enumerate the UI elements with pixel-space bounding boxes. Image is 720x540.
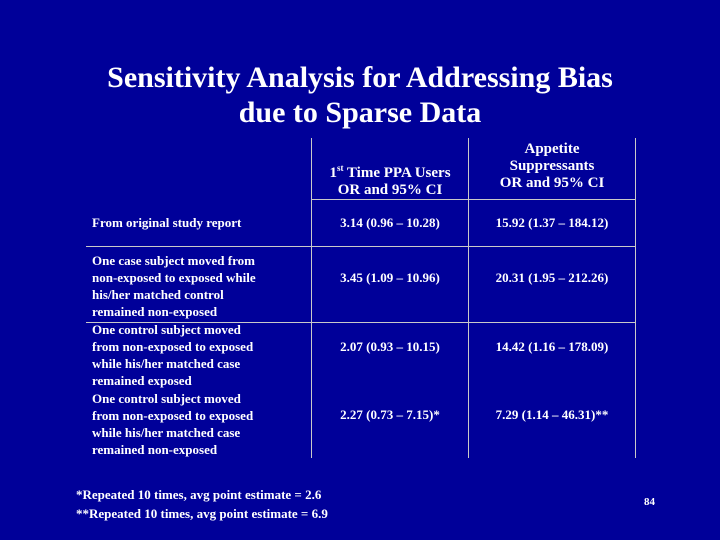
row-label-line: while his/her matched case — [92, 356, 241, 371]
table-divider-horizontal-1 — [311, 199, 636, 200]
row-label-line: his/her matched control — [92, 287, 224, 302]
footnote-double-asterisk: **Repeated 10 times, avg point estimate = 6.9 — [76, 506, 328, 521]
row-4-appetite-value: 7.29 (1.14 – 46.31)** — [495, 407, 609, 422]
row-label-line: One control subject moved — [92, 322, 241, 337]
column-header-ppa-line-1: 1st Time PPA Users — [329, 163, 451, 181]
column-header-appetite-line-3: OR and 95% CI — [499, 175, 605, 191]
row-label-line: One control subject moved — [92, 391, 241, 406]
row-label-line: remained exposed — [92, 373, 192, 388]
row-label-case-moved — [92, 252, 307, 320]
row-4-ppa-value: 2.27 (0.73 – 7.15)* — [340, 407, 440, 422]
row-3-ppa-value: 2.07 (0.93 – 10.15) — [340, 339, 440, 354]
row-2-ppa-value: 3.45 (1.09 – 10.96) — [340, 270, 440, 285]
row-label-line: One case subject moved from — [92, 253, 255, 268]
row-label-original — [92, 214, 307, 231]
row-2-appetite-value: 20.31 (1.95 – 212.26) — [495, 270, 609, 285]
row-label-line: remained non-exposed — [92, 304, 218, 319]
column-header-appetite — [469, 141, 635, 192]
row-3-appetite-value: 14.42 (1.16 – 178.09) — [495, 339, 609, 354]
row-label-line: from non-exposed to exposed — [92, 408, 254, 423]
row-label-control-moved-exposed — [92, 321, 307, 389]
table-divider-horizontal-2 — [86, 246, 636, 247]
row-label-control-moved-nonexposed — [92, 390, 307, 458]
row-1-appetite-value: 15.92 (1.37 – 184.12) — [495, 215, 609, 230]
row-label-line: from non-exposed to exposed — [92, 339, 254, 354]
row-label-line: non-exposed to exposed while — [92, 270, 256, 285]
slide-title-line-1: Sensitivity Analysis for Addressing Bias — [107, 61, 613, 94]
column-header-ppa — [312, 160, 468, 199]
column-header-appetite-line-1: Appetite — [524, 141, 580, 157]
row-1-ppa-value: 3.14 (0.96 – 10.28) — [340, 215, 440, 230]
column-header-ppa-line-2: OR and 95% CI — [337, 182, 443, 198]
table-divider-vertical-3 — [635, 138, 636, 458]
footnote-single-asterisk: *Repeated 10 times, avg point estimate = 2.6 — [76, 487, 322, 502]
slide-title-line-2: due to Sparse Data — [238, 96, 482, 129]
row-label-line: From original study report — [92, 215, 242, 230]
row-label-line: while his/her matched case — [92, 425, 241, 440]
page-number: 84 — [644, 496, 655, 508]
row-label-line: remained non-exposed — [92, 442, 218, 457]
column-header-appetite-line-2: Suppressants — [509, 158, 595, 174]
